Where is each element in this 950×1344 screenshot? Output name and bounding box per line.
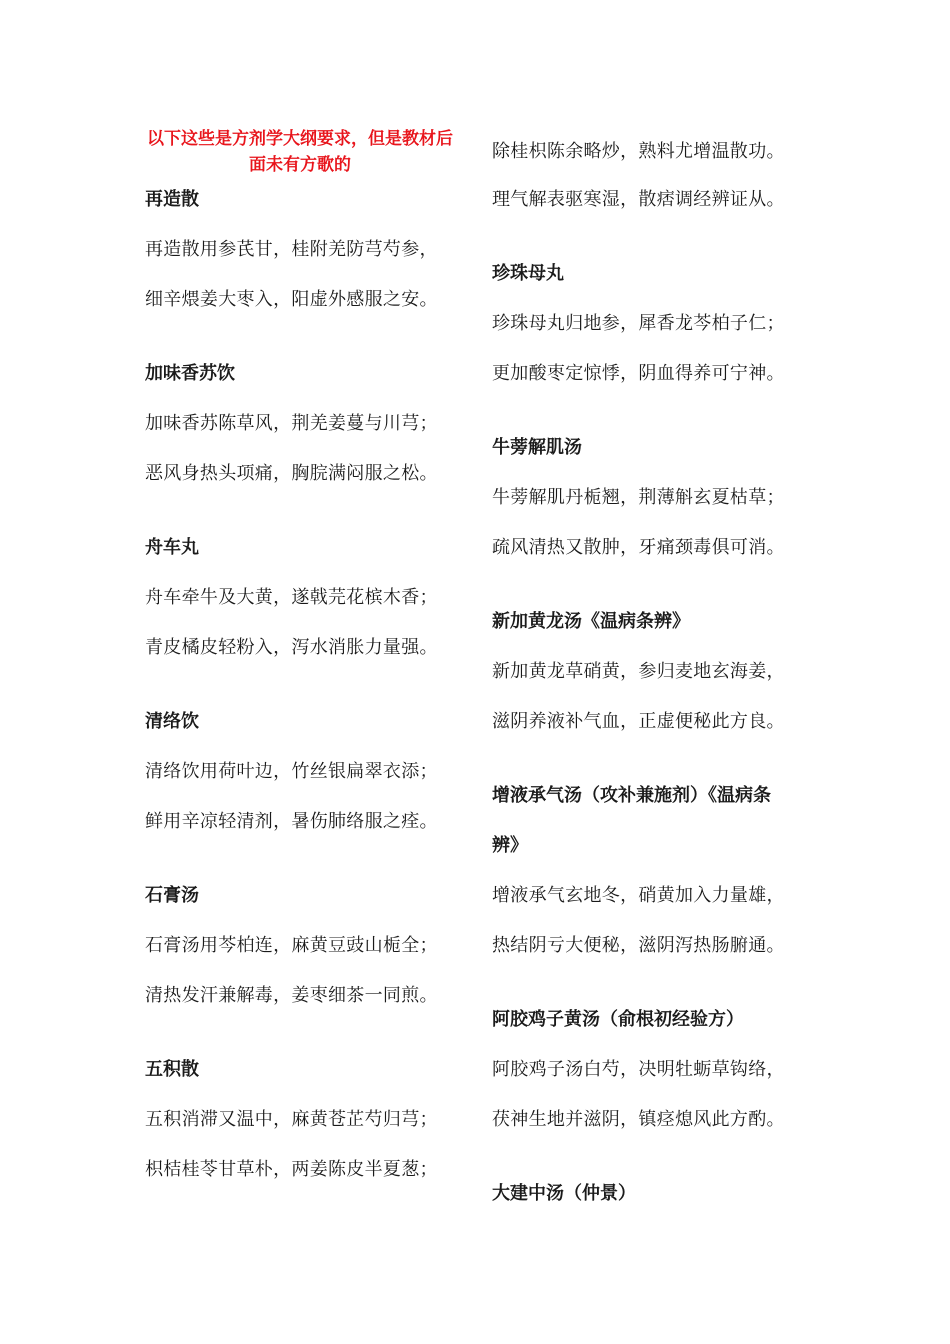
verse-line: 更加酸枣定惊悸，阴血得养可宁神。 [492,363,785,384]
verse-line: 石膏汤用芩柏连，麻黄豆豉山栀全； [145,935,438,956]
verse-line: 理气解表驱寒湿，散痞调经辨证从。 [492,189,785,210]
verse-line: 珍珠母丸归地参，犀香龙芩柏子仁； [492,313,785,334]
verse-line: 枳桔桂苓甘草朴，两姜陈皮半夏葱； [145,1159,438,1180]
formula-title: 增液承气汤（攻补兼施剂）《温病条 [492,785,771,806]
verse-line: 恶风身热头项痛，胸脘满闷服之松。 [145,463,438,484]
formula-title: 再造散 [145,189,199,210]
verse-line: 热结阴亏大便秘，滋阴泻热肠腑通。 [492,935,785,956]
formula-title: 牛蒡解肌汤 [492,437,582,458]
verse-line: 增液承气玄地冬，硝黄加入力量雄， [492,885,785,906]
formula-title: 舟车丸 [145,537,199,558]
formula-title: 石膏汤 [145,885,199,906]
verse-line: 新加黄龙草硝黄，参归麦地玄海姜， [492,661,785,682]
formula-title: 珍珠母丸 [492,263,564,284]
verse-line: 阿胶鸡子汤白芍，决明牡蛎草钩络， [492,1059,785,1080]
verse-line: 疏风清热又散肿，牙痛颈毒俱可消。 [492,537,785,558]
formula-title: 阿胶鸡子黄汤（俞根初经验方） [492,1009,744,1030]
verse-line: 细辛煨姜大枣入，阳虚外感服之安。 [145,289,438,310]
verse-line: 茯神生地并滋阴，镇痉熄风此方酌。 [492,1109,785,1130]
formula-title: 加味香苏饮 [145,363,235,384]
formula-title: 清络饮 [145,711,199,732]
verse-line: 清热发汗兼解毒，姜枣细茶一同煎。 [145,985,438,1006]
verse-line: 舟车牵牛及大黄，遂戟芫花槟木香； [145,587,438,608]
verse-line: 再造散用参芪甘，桂附羌防芎芍参， [145,239,438,260]
formula-title-continued: 辨》 [492,835,528,856]
verse-line: 青皮橘皮轻粉入，泻水消胀力量强。 [145,637,438,658]
formula-title: 大建中汤（仲景） [492,1183,636,1204]
verse-line: 牛蒡解肌丹栀翘，荆薄斛玄夏枯草； [492,487,785,508]
verse-line: 加味香苏陈草风，荆羌姜蔓与川芎； [145,413,438,434]
verse-line: 五积消滞又温中，麻黄苍芷芍归芎； [145,1109,438,1130]
formula-title: 五积散 [145,1059,199,1080]
formula-title: 新加黄龙汤《温病条辨》 [492,611,690,632]
verse-line: 清络饮用荷叶边，竹丝银扁翠衣添； [145,761,438,782]
verse-line: 除桂枳陈余略炒，熟料尤增温散功。 [492,141,785,162]
verse-line: 滋阴养液补气血，正虚便秘此方良。 [492,711,785,732]
verse-line: 鲜用辛凉轻清剂，暑伤肺络服之痊。 [145,811,438,832]
syllabus-note: 以下这些是方剂学大纲要求，但是教材后面未有方歌的 [147,129,453,175]
